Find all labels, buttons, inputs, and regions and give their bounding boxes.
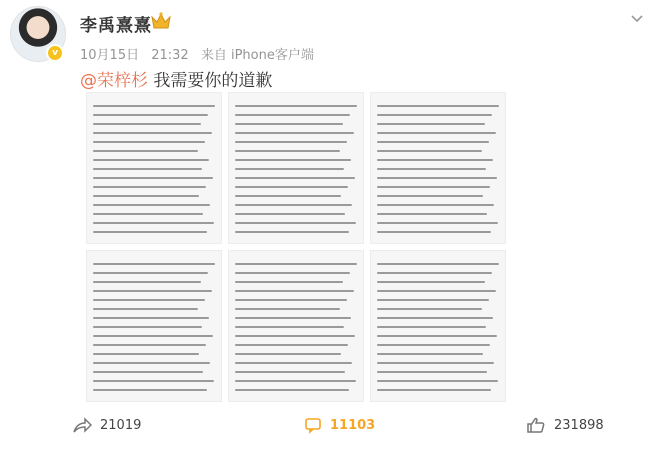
handwriting-line [377,344,490,346]
action-bar [0,406,660,450]
handwriting-line [377,177,497,179]
handwriting-line [377,335,497,337]
handwriting-line [377,389,491,391]
handwriting-line [93,326,202,328]
handwriting-line [93,150,198,152]
handwriting-line [235,222,356,224]
handwriting-line [377,308,482,310]
handwriting-line [377,281,485,283]
handwriting-line [235,177,355,179]
handwriting-line [377,114,492,116]
post-meta [80,44,322,63]
handwriting-line [93,272,208,274]
comment-icon [304,416,322,434]
share-button[interactable] [72,416,141,434]
handwriting-line [235,335,355,337]
post-body: 我需要你的道歉 [148,71,273,91]
post-date[interactable]: 10月15日 [80,48,140,63]
handwriting-line [235,204,352,206]
handwriting-line [93,335,213,337]
handwriting-line [93,186,206,188]
share-icon [72,416,92,434]
handwriting-line [93,195,199,197]
handwriting-line [377,263,499,265]
handwriting-line [235,195,341,197]
handwriting-line [235,389,349,391]
handwriting-line [235,141,347,143]
handwriting-line [93,371,203,373]
handwriting-line [235,168,344,170]
handwriting-line [377,290,496,292]
handwriting-line [235,105,357,107]
handwriting-line [235,353,341,355]
handwriting-line [377,371,487,373]
like-icon [526,416,546,434]
handwriting-line [235,150,340,152]
like-count: 231898 [554,417,604,433]
handwriting-line [93,105,215,107]
handwriting-line [377,204,494,206]
post-source: 来自 iPhone客户端 [200,48,314,63]
letter-image-4[interactable] [86,250,222,402]
like-button[interactable] [526,416,604,434]
handwriting-line [235,213,345,215]
handwriting-line [377,213,487,215]
handwriting-line [93,344,206,346]
comment-count: 11103 [330,417,376,433]
handwriting-line [235,123,343,125]
handwriting-line [93,177,213,179]
handwriting-line [377,105,499,107]
letter-image-1[interactable] [86,92,222,244]
handwriting-line [377,159,493,161]
handwriting-line [93,114,208,116]
handwriting-line [93,380,214,382]
letter-image-3[interactable] [370,92,506,244]
handwriting-line [93,231,207,233]
handwriting-line [235,317,351,319]
handwriting-line [235,281,343,283]
handwriting-line [377,326,486,328]
handwriting-line [377,132,496,134]
handwriting-line [377,272,492,274]
handwriting-line [377,231,491,233]
handwriting-line [377,380,498,382]
handwriting-line [93,308,198,310]
handwriting-line [93,290,212,292]
handwriting-line [235,263,357,265]
handwriting-line [235,326,344,328]
handwriting-line [235,344,348,346]
handwriting-line [235,159,351,161]
handwriting-line [377,222,498,224]
handwriting-line [93,168,202,170]
handwriting-line [377,168,486,170]
handwriting-line [377,186,490,188]
handwriting-line [93,263,215,265]
handwriting-line [93,123,201,125]
image-grid [86,92,636,447]
handwriting-line [93,362,210,364]
handwriting-line [93,389,207,391]
comment-button[interactable] [304,416,375,434]
handwriting-line [93,281,201,283]
post-time[interactable]: 21:32 [151,48,189,63]
handwriting-line [93,132,212,134]
handwriting-line [235,114,350,116]
handwriting-line [377,195,483,197]
handwriting-line [235,371,345,373]
letter-image-5[interactable] [228,250,364,402]
mention-link[interactable]: @荣梓杉 [80,71,148,91]
handwriting-line [93,141,205,143]
letter-image-6[interactable] [370,250,506,402]
handwriting-line [235,231,349,233]
handwriting-line [377,123,485,125]
handwriting-line [377,353,483,355]
handwriting-line [93,159,209,161]
verified-badge-icon: v [46,44,64,62]
handwriting-line [235,380,356,382]
post-text [80,66,272,91]
handwriting-line [235,290,354,292]
letter-image-2[interactable] [228,92,364,244]
handwriting-line [235,299,347,301]
handwriting-line [377,150,482,152]
handwriting-line [93,299,205,301]
handwriting-line [93,353,199,355]
handwriting-line [377,299,489,301]
handwriting-line [93,317,209,319]
handwriting-line [377,362,494,364]
share-count: 21019 [100,417,142,433]
handwriting-line [93,213,203,215]
handwriting-line [377,141,489,143]
handwriting-line [93,204,210,206]
handwriting-line [377,317,493,319]
chevron-down-icon[interactable] [630,12,644,26]
handwriting-line [235,272,350,274]
handwriting-line [235,186,348,188]
handwriting-line [235,362,352,364]
author-name[interactable]: 李禹熹熹 [80,16,152,36]
handwriting-line [235,308,340,310]
handwriting-line [93,222,214,224]
handwriting-line [235,132,354,134]
crown-icon [150,11,172,31]
